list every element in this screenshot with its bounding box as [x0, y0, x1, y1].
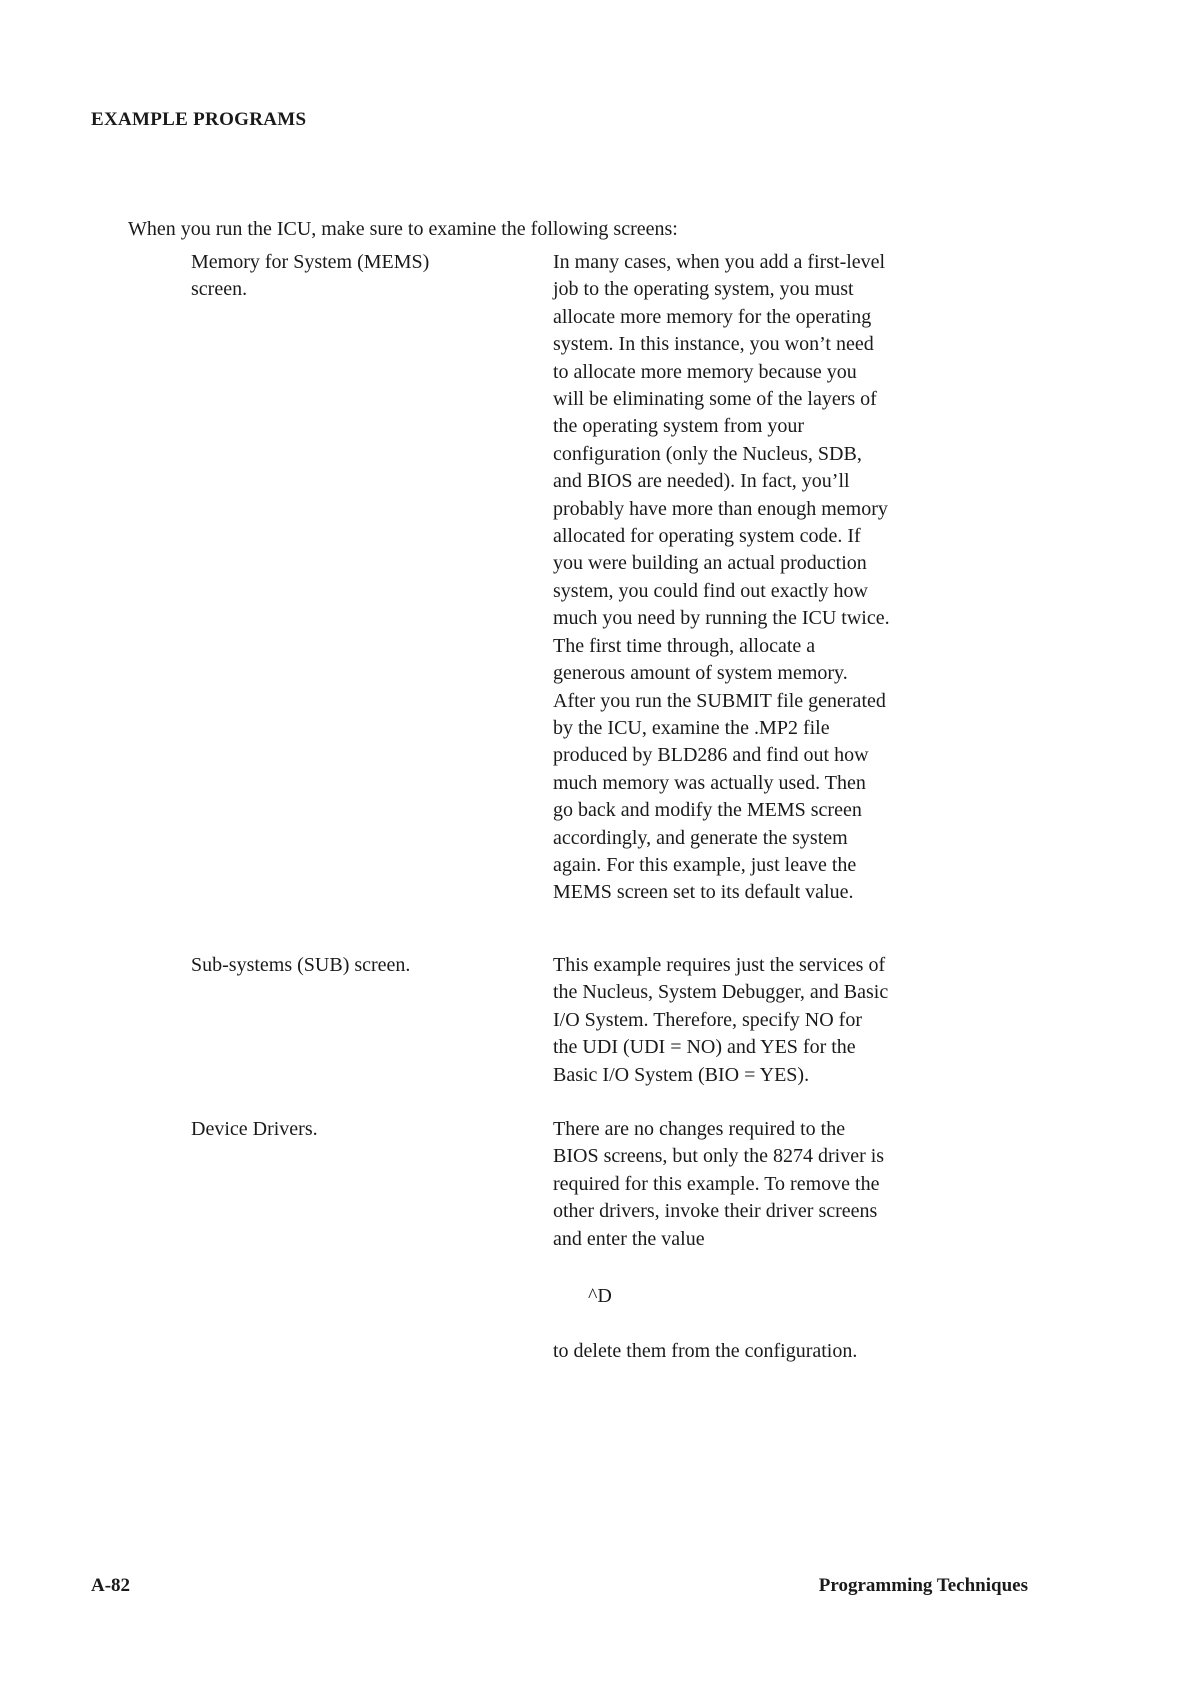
desc-line: system. In this instance, you won’t need [553, 333, 874, 356]
desc-line: BIOS screens, but only the 8274 driver is [553, 1145, 885, 1168]
desc-line: will be eliminating some of the layers of [553, 388, 877, 411]
term-line: Sub-systems (SUB) screen. [191, 954, 411, 976]
term-line: Memory for System (MEMS) [191, 251, 430, 273]
desc-line: allocated for operating system code. If [553, 525, 861, 548]
desc-line: job to the operating system, you must [553, 278, 854, 301]
desc-line: the UDI (UDI = NO) and YES for the [553, 1036, 856, 1059]
desc-line: by the ICU, examine the .MP2 file [553, 716, 830, 739]
desc-line: the operating system from your [553, 415, 805, 438]
desc-line: The first time through, allocate a [553, 634, 816, 657]
term-mems [191, 249, 491, 303]
desc-line: probably have more than enough memory [553, 497, 888, 520]
code-value: ^D [588, 1285, 612, 1307]
desc-line: allocate more memory for the operating [553, 305, 872, 328]
desc-line: go back and modify the MEMS screen [553, 799, 862, 822]
desc-line: the Nucleus, System Debugger, and Basic [553, 981, 889, 1004]
desc-line: After you run the SUBMIT file generated [553, 689, 886, 712]
desc-line: again. For this example, just leave the [553, 853, 857, 876]
desc-mems [553, 249, 973, 907]
chapter-title: Programming Techniques [818, 1575, 1028, 1596]
intro-paragraph: When you run the ICU, make sure to examine the following screens: [128, 218, 678, 240]
desc-line: accordingly, and generate the system [553, 826, 848, 849]
desc-line: generous amount of system memory. [553, 662, 848, 685]
desc-device-drivers [553, 1116, 973, 1253]
page-number: A-82 [91, 1575, 131, 1596]
term-device-drivers [191, 1116, 491, 1143]
desc-line: In many cases, when you add a first-level [553, 251, 886, 273]
desc-line: Basic I/O System (BIO = YES). [553, 1063, 810, 1086]
desc-line: There are no changes required to the [553, 1118, 846, 1140]
desc-line: This example requires just the services of [553, 954, 886, 976]
desc-line: and BIOS are needed). In fact, you’ll [553, 470, 850, 493]
term-line: screen. [191, 278, 248, 300]
desc-line: to allocate more memory because you [553, 360, 857, 383]
desc-line: much you need by running the ICU twice. [553, 607, 890, 630]
desc-line: required for this example. To remove the [553, 1172, 880, 1195]
term-line: Device Drivers. [191, 1118, 318, 1140]
desc-line: configuration (only the Nucleus, SDB, [553, 442, 862, 465]
desc-sub [553, 952, 973, 1089]
desc-line: you were building an actual production [553, 552, 867, 575]
desc-line: system, you could find out exactly how [553, 579, 868, 602]
desc-line: much memory was actually used. Then [553, 771, 866, 794]
desc-line: I/O System. Therefore, specify NO for [553, 1008, 862, 1031]
term-sub [191, 952, 491, 979]
after-code-text: to delete them from the configuration. [553, 1340, 858, 1362]
desc-line: produced by BLD286 and find out how [553, 744, 869, 767]
section-header: EXAMPLE PROGRAMS [91, 109, 307, 130]
desc-line: other drivers, invoke their driver screens [553, 1200, 878, 1223]
desc-line: and enter the value [553, 1227, 705, 1250]
desc-line: MEMS screen set to its default value. [553, 881, 854, 904]
